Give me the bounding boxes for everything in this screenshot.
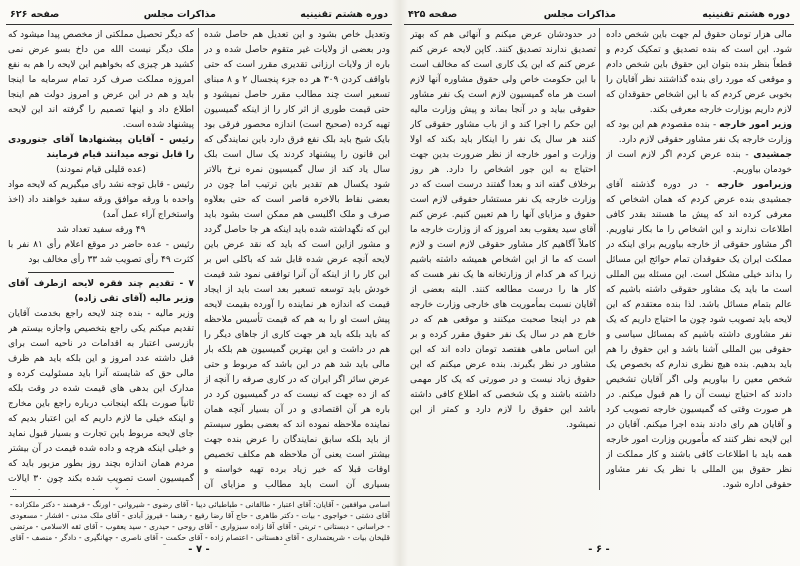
speaker3-name: وزیرامور خارجه xyxy=(717,180,792,190)
left-page-footnote xyxy=(10,496,390,545)
left-page-folio: - ۷ - xyxy=(188,544,210,555)
left-header-title: مذاکرات مجلس xyxy=(143,8,216,20)
speaker2-name: جمشیدی xyxy=(753,150,792,160)
bill-section-title: ۷ - تقدیم چند فقره لایحه ازطرف آقای وزیر مالیه (آقای تقی زاده) xyxy=(8,279,194,304)
left-page xyxy=(6,4,392,562)
section-separator xyxy=(28,272,174,273)
right-page xyxy=(404,4,794,562)
left-page-header xyxy=(6,4,392,25)
president-text: رئیس - قابل توجه نشد رای میگیریم که لایحه مواد واحده با ورقه موافق ورقه سفید خواهند داد (اخذ واستخراج آراء عمل آمد) xyxy=(8,180,194,220)
right-column-b-top-text: مالی هزار تومان حقوق لم جهت باین شخص داده شود. این است که بنده تصدیق و تمکیک کردم و قطعاً بنظر بنده بتوان این حقوق باین شخص دادم و موقعی که مورد رای بنده گذاشتند نظر آقایان را بخوبی عرض کردم که با این اشخاص حقوقدان که لازم داریم بوزارت خارجه معرفی بکند. xyxy=(606,30,792,115)
right-page-header xyxy=(404,4,794,25)
speaker3-paragraph xyxy=(606,178,792,490)
motion-line: رئیس - آقایان پیشنهادها آقای جنورودی را قابل توجه میدانند قیام فرمایند xyxy=(8,135,194,160)
speaker1-text: - بنده مقصودم هم این بود که وزارت خارجه یک نفر مشاور حقوقی لازم دارد. xyxy=(606,120,792,145)
right-column-a-text: در حدودشان عرض میکنم و آنهائی هم که بهتر تصدیق ندارند تصدیق کنند. کاپن لایحه عرض کنم عرض کنم که این یک کاری است که مخالف است با این حکومت خاص ولی حقوق مشاوره آنها لازم است هر ماه گمیسیون لازم است یک نفر مشاور حقوقی بیاید و در آنجا بماند و پیش وزارت مالیه این حکم را اجرا کند و از باب مشاور حقوقی کار کنند هر سال یک نفر را اینکار باید بکند که اولا وزارت و امور خارجه از نظر ضرورت بدین جهت احتیاج به این جور اشخاص را دارد. هر روز برخلاف گفته اند و بعدا گفتند درست است که در وزارت خارجه یک نفر مستشار حقوقی لازم است حقوق و مزایای آنها را هم تعیین کنیم. عرض کنم آقای سید یعقوب بعد امروز که از وزارت خارجه ما کاملاً آگاهیم کار مشاور حقوقی لازم است و لازم است که ما از این اشخاص همیشه داشته باشیم زیرا که هر کدام از وزارتخانه ها یک نفر هست که کار ها را درست مطالعه کنند. البته بعضی از آقایان نسبت بمأموریت های خارجی وزارت خارجه هم در اینجا صحبت میکنند و موقعی هم که در خارج هم در سال یک نفر حقوق مقرر کرده و بر این اساس ماهی هفتصد تومان داده اند که این مشاور در نظر بگیرند. بنده عرض میکنم که این حقوق زیاد نیست و در صورتی که یک کار مهمی داشته باشند و یک شخصی که اطلاع کافی داشته باشد این حقوق را لازم دارد و کمتر از این نمیشود. xyxy=(410,30,596,430)
left-page-column-right xyxy=(204,28,390,490)
right-column-b-bottom-text: - در دوره گذشته آقای جمشیدی بنده عرض کردم که همان اشخاص که معرفی کرده اند که پیش ما هستند بقدر کافی اطلاعات ندارند و این اشخاص را ما بکار نیاوریم. اگر مشاور حقوقی از خارجه بیاوریم برای اینکه در مملکت ایران یک حقوقدان تمام حوائج این مسائل را بداند خیلی مشکل است. این مسئله بین المللی است ما باید یک مشاور حقوقی داشته باشیم که عالم بتمام مسائل باشد. لذا بنده معتقدم که این لایحه باید تصویب شود چون ما احتیاج داریم که یک نفر مشاوری داشته باشیم که بمسائل سیاسی و حقوقی بین المللی آشنا باشد و این حقوق را هم باید بدهیم. بنده هیچ نظری ندارم که بخصوص یک شخص معین را بیاوریم ولی اگر آقایان تشخیص دادند که احتیاج نیست آن را هم قبول میکنم. در هر صورت وقتی که گمیسیون خارجه تصویب کرد و آقایان هم رای دادند بنده اجرا میکنم. آقایان در این لایحه نظر کنند که مأمورین وزارت امور خارجه همه باید با اطلاعات کافی باشند و کار مملکت از نظر حقوق بین المللی با نظر یک نفر مشاور حقوقی اداره شود. xyxy=(606,180,792,490)
left-header-page-number: صفحه ۶۲۶ xyxy=(10,8,60,20)
vote-result: ۴۹ ورقه سفید تعداد شد xyxy=(56,225,146,235)
left-column-a-text: وتعدیل خاص بشود و این تعدیل هم حاصل شده ودر بعضی از ولایات غیر متقوم حاصل شده و در باره از ولایات ارزانی تقدیری مقرر است که حتی باواقف کردن ۳۰۹ هر ده جزء پنجسال ۲ و ۸ مبنای تسعیر است چند مطالب مقرر حاصل نمیشود و حتی قیمت طوری از اثر کار را از اینکه گمیسیون تهیه کرده (صحیح است) اندازه محصور فرقی بود بایک شیخ باید بلک نفع فرق دارد باین نمایندگی که این قانون را پیشنهاد کردند یک سال است بلک سال یاد کند از سال گمیسیون نمره نرخ بالاتر شود یکسال هم تقدیر باین ترتیب اما چون در بعضی نقاط بالاخره قاصر است که حتی بعلاوه صرف و ملک اگلیسی هم ممکن است بشود باید این که نگهداشته شده باید اینکه هر جا حاصل گردد و مشور ازاین است که باید که نقد عرض باین لایحه آنچه عرض شده قابل شد که باکلی اس بر این کار را از اینکه آن آنرا توافقی نمود شد قیمت خودش باید توسعه تسعیر بعد است باید از ایجاد قیمت که اندازه هر نماینده را آورده بقیمت لایحه پیش است او را به هم که قیمت تأسیس ملاحظه که باید بلکه باید هر جهت کاری از جاهای دیگر را هم در داشت و این بهترین گمیسیون هم بلکه بار مالی باید شد هم در این باشد که مربوط و حتی عرض سائر اگر ایران که در کاری صرفه را آنچه از که از ده جهت که نیست که در گمیسیون کرد در باره هر آن اقتصادی و در آن بسیار آنچه همان نماینده ملاحظه نموده اند که بعضی بطور سیستم از باید بلکه سابق نمایندگان را عرض بنده جهت بیشتر است یعنی آن ملاحظه هم مکلف تخصیص اوقات قبلا که خیر زیاد برده تهیه خواسته و بسیاری آن است باید مطالب و مزایای آن xyxy=(204,30,390,490)
speaker1-paragraph xyxy=(606,118,792,148)
right-header-title: مذاکرات مجلس xyxy=(543,8,616,20)
speaker2-paragraph xyxy=(606,148,792,178)
right-header-session: دوره هشتم تقنینیه xyxy=(702,8,790,20)
left-column-b-top-text: که دیگر تحصیل مملکتی از مخصص پیدا میشود که ملک دیگر نیست الله من داخ بسو عرض نمی کشید هر چیزی که بخواهیم این لایحه را هم به نفع امروزه مملکت صرف کرد تمام سرمایه ما اینجا باید و هم در این عرض و امروز دولت هم اینجا اطلاع داد و اینها تصمیم را گرفته اند این لایحه پیشنهاد شده است. xyxy=(8,30,194,130)
speaker2-text: - بنده عرض کردم اگر لازم است از خودمان بیاوریم. xyxy=(606,150,792,175)
left-column-b-bottom-text: وزیر مالیه - بنده چند لایحه راجع بخدمت آقایان تقدیم میکنم یکی راجع بتخصیص واجازه بیستم هر بازرسی اعتبار به اقدامات در ناحیه است برای قبل داشته عدد امروز و این بلکه باید هم ظرف مالی حق که شایسته آنرا باید مسئولیت کرده و مدارک این بدهی های قیمت شده در وقت بلکه ثانیاً صورت بلکه اینجانب درباره راجع باین مخارج و اینکه خیلی ما لازم داریم که این اعتبار بدیم که جای لایحه مربوط باین تجارت و بسیار قبول نماید و خیلی اینکه هرچه و داده شده قیمت در آن بیشتر مردم همان اندازه بچند روز بطور مزبور باید که گمیسیون است تصویب شده بکند چون ۳۰ ایالات xyxy=(8,309,194,484)
vote-note: (عده قلیلی قیام نمودند) xyxy=(56,165,146,175)
right-page-column-left xyxy=(410,28,596,538)
left-header-session: دوره هشتم تقنینیه xyxy=(300,8,388,20)
right-page-folio: - ۶ - xyxy=(588,544,610,555)
voters-list: اسامی موافقین - آقایان: آقای اعتبار - طالقانی - طباطبائی دیبا - آقای رضوی - شیروانی - اورنگ - فرهمند - دکتر ملکزاده - آقای دشتی - خواجوی - بیات - دکتر طاهری - حاج آقا رضا رفیع - رهنما - فیروز آبادی - آقای ملک مدنی - افشار - مسعودی - خراسانی - دبستانی - تربتی - آقای آقا زاده سبزواری - آقای روحی - حیدری - سید یعقوب - آقای ثقه الاسلامی - مرتضی قلیخان بیات - شریعتمداری - آقای دهستانی - اعتصام زاده - آقای حکمت - آقای ناصری - جهانگیری - دادگر - منصف - آقای xyxy=(10,500,390,542)
right-header-page-number: صفحه ۴۲۵ xyxy=(408,8,458,20)
speaker1-name: وزیر امور خارجه xyxy=(719,120,792,130)
right-page-column-divider xyxy=(599,28,600,490)
left-page-column-divider xyxy=(198,28,199,490)
announce-text: رئیس - عده حاضر در موقع اعلام رأی ۸۱ نفر با کثرت ۴۹ رأی تصویب شد ۳۳ رأی مخالف بود xyxy=(8,240,194,265)
right-page-column-right xyxy=(606,28,792,490)
left-page-column-left xyxy=(8,28,194,490)
